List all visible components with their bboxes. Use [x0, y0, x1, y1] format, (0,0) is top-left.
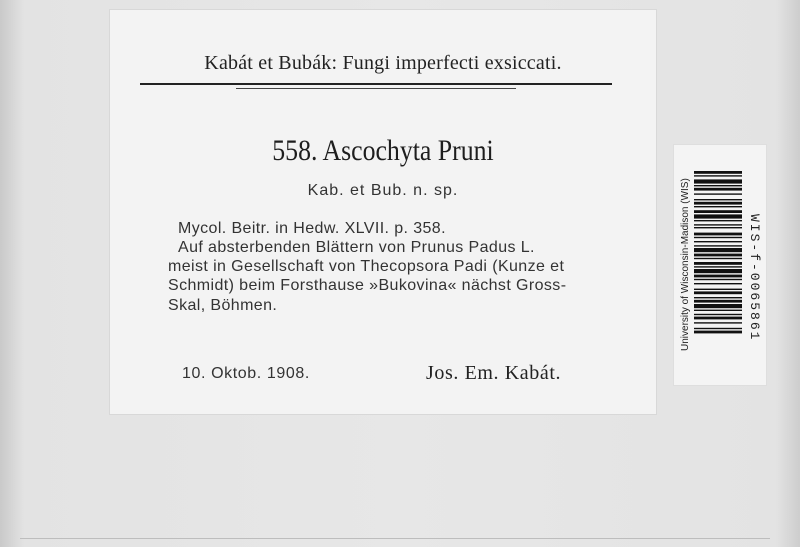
barcode-bar: [694, 262, 742, 265]
barcode-bar: [694, 310, 742, 311]
barcode-institution: University of Wisconsin-Madison (WIS): [680, 178, 691, 352]
collector-name: Jos. Em. Kabát.: [426, 362, 562, 384]
sheet-edge: [20, 538, 770, 539]
barcode-bar: [694, 214, 742, 218]
barcode-bar: [694, 237, 742, 238]
collection-date: 10. Oktob. 1908.: [182, 365, 310, 382]
barcode-bar: [694, 227, 742, 228]
habitat-line: meist in Gesellschaft von Thecopsora Padi (Kunze et: [168, 258, 565, 275]
reference-line: Mycol. Beitr. in Hedw. XLVII. p. 358.: [178, 220, 446, 237]
specimen-title: 558. Ascochyta Pruni: [272, 134, 494, 167]
barcode-bar: [694, 283, 742, 284]
barcode-bar: [694, 199, 742, 200]
barcode-bar: [694, 266, 742, 267]
barcode-bar: [694, 300, 742, 303]
barcode-id: WIS-f-0065861: [747, 214, 762, 342]
barcode-bar: [694, 233, 742, 236]
barcode-bar: [694, 188, 742, 191]
habitat-line: Auf absterbenden Blättern von Prunus Padus L.: [178, 239, 535, 256]
barcode-bar: [694, 289, 742, 290]
barcode-bar: [694, 258, 742, 259]
barcode-bar: [694, 269, 742, 273]
barcode-bar: [694, 328, 742, 329]
barcode-bar: [694, 248, 742, 252]
barcode-bar: [694, 291, 742, 294]
barcode-bar: [694, 185, 742, 186]
barcode-bar: [694, 179, 742, 183]
barcode-bar: [694, 175, 742, 176]
barcode-bar: [694, 206, 742, 207]
series-header: Kabát et Bubák: Fungi imperfecti exsiccati.: [204, 52, 562, 74]
barcode-bar: [694, 297, 742, 298]
barcode-bar: [694, 304, 742, 308]
header-rule-thick: [140, 83, 612, 85]
header-rule-thin: [236, 88, 516, 89]
barcode-bar: [694, 275, 742, 278]
barcode-bar: [694, 331, 742, 334]
barcode-bar: [694, 317, 742, 320]
barcode-bar: [694, 210, 742, 213]
barcode-bar: [694, 314, 742, 315]
barcode-bar: [694, 254, 742, 257]
barcode-bar: [694, 322, 742, 323]
barcode-bar: [694, 171, 742, 174]
locality-line: Skal, Böhmen.: [168, 297, 278, 314]
barcode-bar: [694, 220, 742, 221]
barcode-label: [674, 145, 766, 385]
barcode-bar: [694, 241, 742, 242]
barcode-bar: [694, 279, 742, 280]
barcode-bar: [694, 193, 742, 194]
barcode-bar: [694, 224, 742, 225]
species-authors: Kab. et Bub. n. sp.: [307, 182, 459, 199]
barcode-bars: [694, 171, 742, 379]
habitat-line: Schmidt) beim Forsthause »Bukovina« nächst Gross-: [168, 277, 567, 294]
specimen-label: [110, 10, 656, 414]
barcode-bar: [694, 202, 742, 205]
barcode-bar: [694, 245, 742, 246]
